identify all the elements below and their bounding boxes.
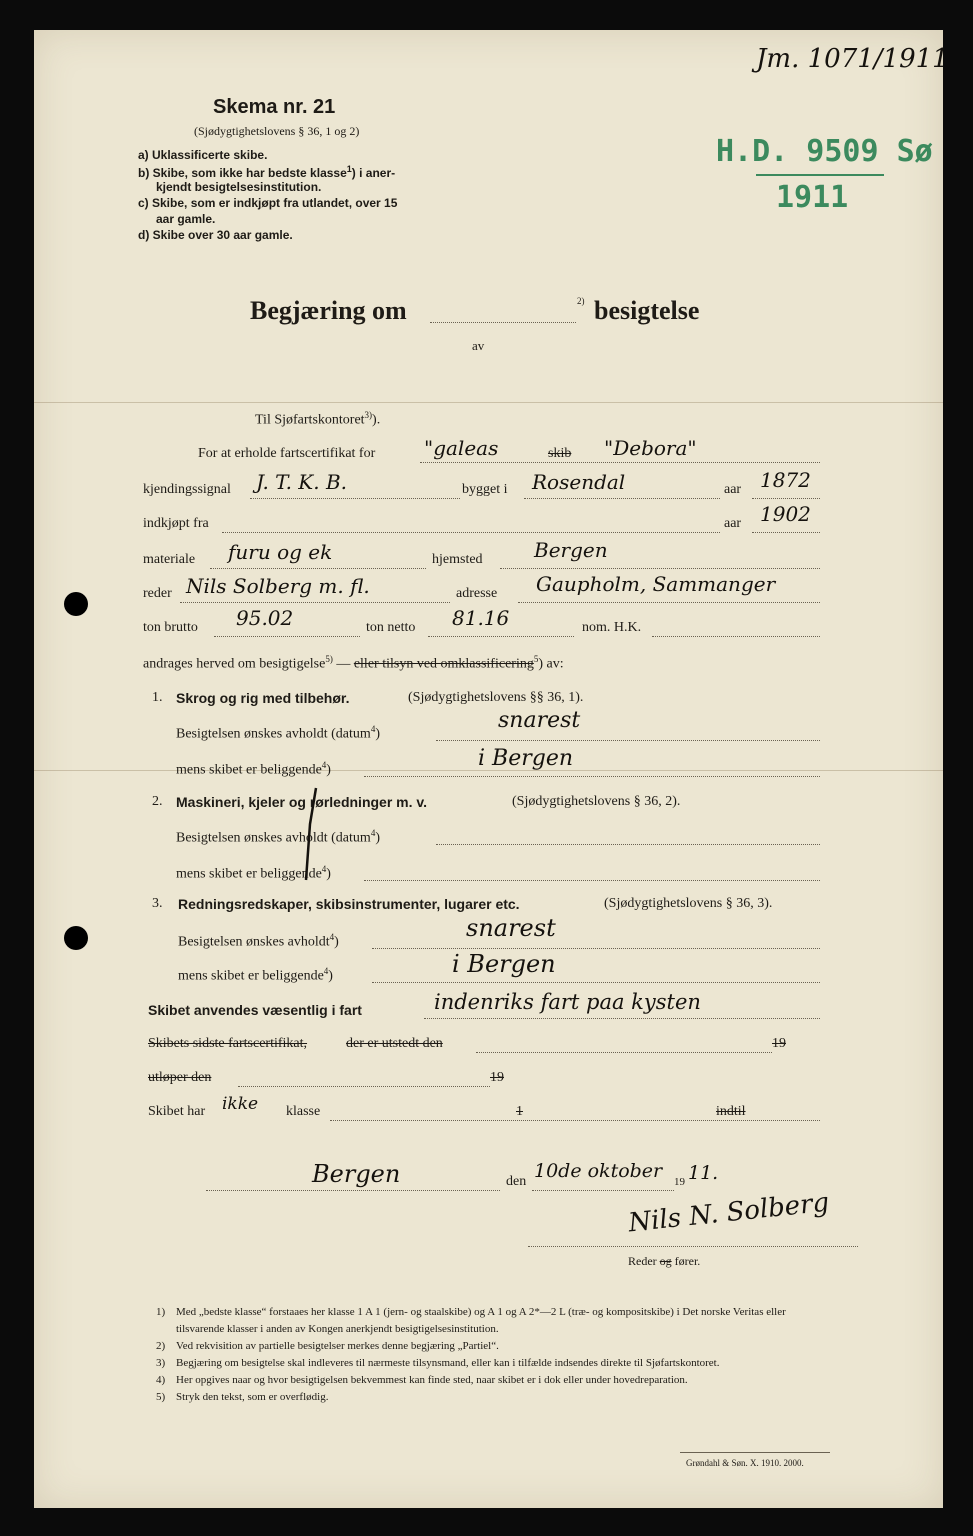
- owner-label: reder: [143, 586, 172, 601]
- gross-ton-line: [214, 636, 360, 637]
- class-value: 1: [516, 1104, 523, 1119]
- footnote-2: 2) Ved rekvisition av partielle besigtelser merkes denne begjæring „Partiel“.: [156, 1340, 499, 1352]
- section-3-date-value: snarest: [466, 914, 556, 942]
- section-1-place-label: mens skibet er beliggende$^4$): [176, 760, 331, 778]
- year-line: [752, 532, 820, 533]
- request-line: andrages herved om besigtigelse$^{5)}$ — eller tilsyn ved omklassificering$^5$) av:: [143, 654, 564, 672]
- signature-line: [528, 1246, 858, 1247]
- owner-value: Nils Solberg m. fl.: [186, 574, 370, 598]
- section-2-number: 2.: [152, 794, 163, 809]
- net-ton-label: ton netto: [366, 620, 416, 635]
- schema-item-c-cont: aar gamle.: [156, 212, 216, 226]
- section-3-number: 3.: [152, 896, 163, 911]
- section-1-number: 1.: [152, 690, 163, 705]
- skib-label: skib: [548, 446, 572, 461]
- issued-label: der er utstedt den: [346, 1036, 443, 1051]
- signature: Nils N. Solberg: [626, 1187, 831, 1239]
- class-negation: ikke: [222, 1094, 259, 1114]
- signal-label: kjendingssignal: [143, 482, 231, 497]
- trade-value: indenriks fart paa kysten: [434, 990, 701, 1014]
- signal-line: [250, 498, 460, 499]
- section-2-place-line: [364, 880, 820, 881]
- issued-year: 19: [772, 1036, 786, 1051]
- section-1-place-value: i Bergen: [478, 746, 574, 771]
- section-1-date-line: [436, 740, 820, 741]
- punch-hole: [64, 926, 88, 950]
- owner-line: [180, 602, 450, 603]
- gross-ton-value: 95.02: [236, 606, 294, 630]
- home-port-line: [500, 568, 820, 569]
- footnote-3: 3) Begjæring om besigtelse skal indleveres til nærmeste tilsynsmand, eller kan i tilfælde indsendes direkte til Sjøfartskontoret.: [156, 1357, 720, 1369]
- section-3-place-line: [372, 982, 820, 983]
- built-place: Rosendal: [532, 470, 626, 494]
- section-2-title: Maskineri, kjeler og rørledninger m. v.: [176, 794, 428, 810]
- place-line: [206, 1190, 500, 1191]
- net-ton-value: 81.16: [452, 606, 510, 630]
- trade-line: [424, 1018, 820, 1019]
- expires-year: 19: [490, 1070, 504, 1085]
- class-line: [330, 1120, 820, 1121]
- built-line: [524, 498, 720, 499]
- home-port-label: hjemsted: [432, 552, 483, 567]
- title-blank: [430, 322, 576, 323]
- date-line: [532, 1190, 674, 1191]
- class-word: klasse: [286, 1104, 321, 1119]
- sign-date: 10de oktober: [534, 1160, 663, 1182]
- home-port-value: Bergen: [534, 538, 608, 562]
- section-3-title: Redningsredskaper, skibsinstrumenter, lugarer etc.: [178, 896, 520, 912]
- footnote-1: 1) Med „bedste klasse“ forstaaes her klasse 1 A 1 (jern- og staalskibe) og A 1 og A 2*—2 L (træ- og kompositskibe) i Det norske Veritas eller tilsvarende klasser i anden av Kongen anerkjendt besigtigelsesinstitution.: [156, 1306, 786, 1335]
- title-av: av: [472, 338, 485, 353]
- section-3-place-value: i Bergen: [452, 950, 556, 978]
- archive-reference: Jm. 1071/1911: [756, 44, 949, 74]
- year-line: [752, 498, 820, 499]
- stamp-year: 1911: [776, 180, 849, 215]
- material-value: furu og ek: [228, 540, 333, 564]
- punch-hole: [64, 592, 88, 616]
- stamp-number: H.D. 9509 Sø: [716, 134, 933, 169]
- trade-label: Skibet anvendes væsentlig i fart: [148, 1002, 362, 1018]
- section-1-ref: (Sjødygtighetslovens §§ 36, 1).: [408, 690, 584, 705]
- role-line: Reder og fører.: [628, 1254, 701, 1268]
- vessel-type: "galeas: [424, 436, 499, 460]
- section-3-place-label: mens skibet er beliggende$^4$): [178, 966, 333, 984]
- printer-rule: [680, 1452, 830, 1453]
- section-3-date-line: [372, 948, 820, 949]
- ship-name: "Debora": [604, 436, 697, 460]
- section-2-date-line: [436, 844, 820, 845]
- schema-subtitle: (Sjødygtighetslovens § 36, 1 og 2): [194, 124, 360, 138]
- section-1-title: Skrog og rig med tilbehør.: [176, 690, 350, 706]
- net-ton-line: [428, 636, 574, 637]
- expires-label: utløper den: [148, 1070, 212, 1085]
- schema-item-b-cont: kjendt besigtelsesinstitution.: [156, 180, 322, 194]
- title-left: Begjæring om: [250, 296, 407, 325]
- year-label: aar: [724, 516, 742, 531]
- stamp-rule: [756, 174, 884, 176]
- fold-line: [34, 402, 943, 403]
- class-label: Skibet har: [148, 1104, 206, 1119]
- bought-line: [222, 532, 720, 533]
- certificate-line: [420, 462, 820, 463]
- strike-mark: [296, 784, 326, 884]
- last-cert-label: Skibets sidste fartscertifikat,: [148, 1036, 308, 1051]
- schema-item-b: b) Skibe, som ikke har bedste klasse$^1$) i aner-: [138, 164, 396, 180]
- section-2-place-label: mens skibet er beliggende$^4$): [176, 864, 331, 882]
- sign-year: 11.: [688, 1162, 719, 1184]
- class-until: indtil: [716, 1104, 746, 1119]
- hp-line: [652, 636, 820, 637]
- title-sup: 2): [577, 296, 585, 306]
- issued-line: [476, 1052, 772, 1053]
- expires-line: [238, 1086, 490, 1087]
- material-label: materiale: [143, 552, 196, 567]
- schema-item-c: c) Skibe, som er indkjøpt fra utlandet, over 15: [138, 196, 398, 210]
- schema-item-a: a) Uklassificerte skibe.: [138, 148, 268, 162]
- title-right: besigtelse: [594, 296, 700, 325]
- footnotes: [156, 1304, 836, 1406]
- built-label: bygget i: [462, 482, 508, 497]
- section-1-date-label: Besigtelsen ønskes avholdt (datum$^4$): [176, 724, 380, 742]
- bought-year: 1902: [760, 502, 811, 526]
- gross-ton-label: ton brutto: [143, 620, 198, 635]
- section-1-date-value: snarest: [498, 708, 581, 733]
- signal-value: J. T. K. B.: [256, 470, 348, 494]
- printer-imprint: Grøndahl & Søn. X. 1910. 2000.: [686, 1458, 804, 1468]
- hp-label: nom. H.K.: [582, 620, 642, 635]
- year-label: aar: [724, 482, 742, 497]
- footnote-4: 4) Her opgives naar og hvor besigtigelsen bekvemmest kan finde sted, naar skibet er i dok eller under hovedreparation.: [156, 1374, 688, 1386]
- certificate-label: For at erholde fartscertifikat for: [198, 446, 376, 461]
- built-year: 1872: [760, 468, 811, 492]
- sign-year-prefix: 19: [674, 1176, 685, 1188]
- section-2-ref: (Sjødygtighetslovens § 36, 2).: [512, 794, 681, 809]
- section-3-date-label: Besigtelsen ønskes avholdt$^4$): [178, 932, 339, 950]
- footnote-5: 5) Stryk den tekst, som er overflødig.: [156, 1391, 329, 1403]
- bought-label: indkjøpt fra: [143, 516, 209, 531]
- section-3-ref: (Sjødygtighetslovens § 36, 3).: [604, 896, 773, 911]
- section-1-place-line: [364, 776, 820, 777]
- address-line: [518, 602, 820, 603]
- til-label: Til Sjøfartskontoret$^{3)}$).: [255, 410, 381, 428]
- address-label: adresse: [456, 586, 498, 601]
- sign-den: den: [506, 1174, 527, 1189]
- schema-title: Skema nr. 21: [213, 96, 336, 118]
- material-line: [210, 568, 426, 569]
- address-value: Gaupholm, Sammanger: [536, 572, 776, 596]
- section-2-date-label: Besigtelsen ønskes avholdt (datum$^4$): [176, 828, 380, 846]
- sign-place: Bergen: [312, 1160, 401, 1188]
- schema-item-d: d) Skibe over 30 aar gamle.: [138, 228, 293, 242]
